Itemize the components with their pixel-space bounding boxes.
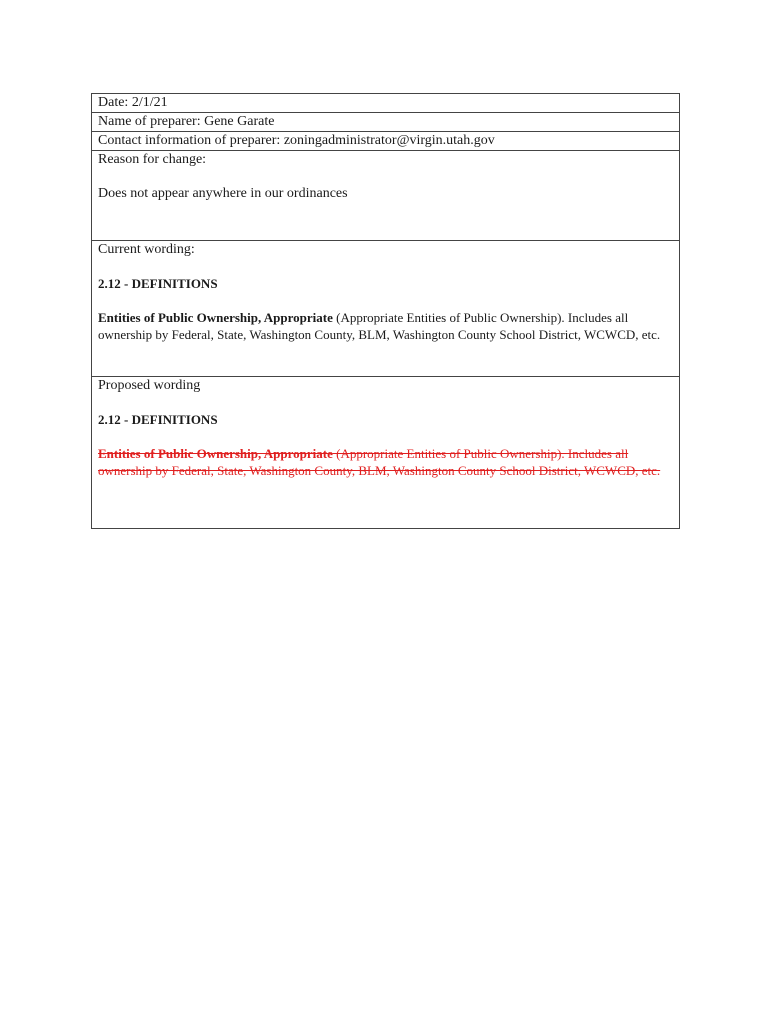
current-section-heading: 2.12 - DEFINITIONS: [98, 276, 218, 291]
reason-text: Does not appear anywhere in our ordinances: [98, 186, 348, 201]
reason-cell: [92, 151, 680, 241]
preparer-contact-text: Contact information of preparer: zoningadministrator@virgin.utah.gov: [98, 133, 495, 148]
proposed-wording-label: Proposed wording: [98, 378, 201, 393]
current-definition: [98, 309, 673, 343]
current-definition-text: (Appropriate Entities of Public Ownership). Includes all ownership by Federal, State, Washington County, BLM, Washington County School District, WCWCD, etc.: [98, 310, 661, 342]
date-cell: [92, 94, 680, 113]
proposed-definition-deleted: [98, 445, 673, 479]
preparer-name-text: Name of preparer: Gene Garate: [98, 114, 275, 129]
preparer-contact-cell: [92, 132, 680, 151]
current-definition-term: Entities of Public Ownership, Appropriate: [98, 310, 333, 325]
proposed-definition-term: Entities of Public Ownership, Appropriate: [98, 446, 333, 461]
date-text: Date: 2/1/21: [98, 95, 168, 110]
preparer-name-cell: [92, 113, 680, 132]
current-wording-label: Current wording:: [98, 242, 195, 257]
proposed-wording-cell: [92, 377, 680, 529]
proposed-section-heading: 2.12 - DEFINITIONS: [98, 412, 218, 427]
change-request-form: [91, 93, 680, 529]
proposed-definition-text: (Appropriate Entities of Public Ownership). Includes all ownership by Federal, State, Washington County, BLM, Washington County School District, WCWCD, etc.: [98, 446, 661, 478]
reason-label: Reason for change:: [98, 152, 207, 167]
current-wording-cell: [92, 241, 680, 377]
